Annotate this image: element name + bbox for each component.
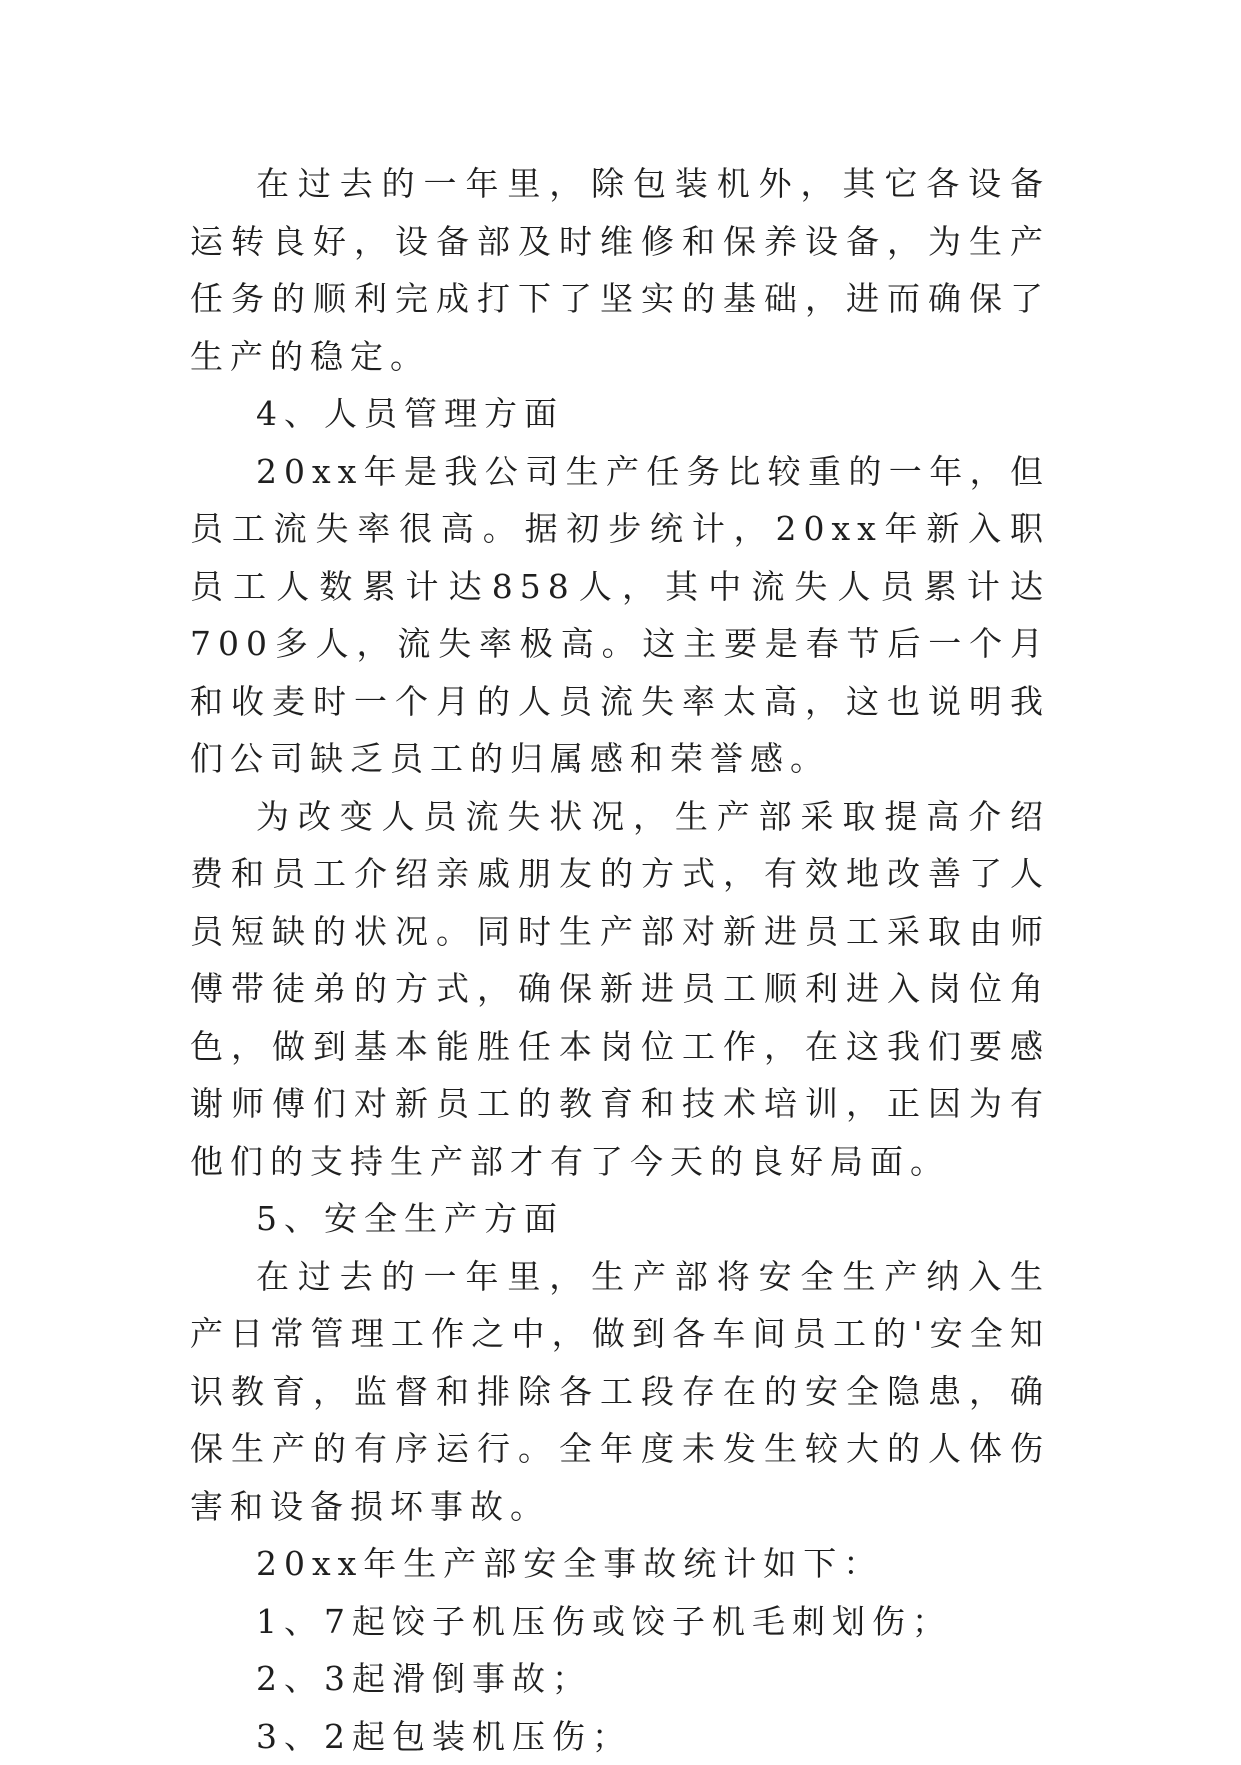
list-item: 2、3起滑倒事故； — [190, 1650, 1050, 1708]
paragraph-safety-summary: 在过去的一年里，生产部将安全生产纳入生产日常管理工作之中，做到各车间员工的'安全知识教育，监督和排除各工段存在的安全隐患，确保生产的有序运行。全年度未发生较大的人体伤害和设备损坏事故。 — [190, 1248, 1050, 1536]
section-heading-personnel: 4、人员管理方面 — [190, 385, 1050, 443]
document-body — [190, 155, 1050, 1765]
paragraph-equipment-summary: 在过去的一年里，除包装机外，其它各设备运转良好，设备部及时维修和保养设备，为生产任务的顺利完成打下了坚实的基础，进而确保了生产的稳定。 — [190, 155, 1050, 385]
paragraph-turnover-stats: 20xx年是我公司生产任务比较重的一年，但员工流失率很高。据初步统计，20xx年新入职员工人数累计达858人，其中流失人员累计达700多人，流失率极高。这主要是春节后一个月和收麦时一个月的人员流失率太高，这也说明我们公司缺乏员工的归属感和荣誉感。 — [190, 443, 1050, 788]
paragraph-turnover-measures: 为改变人员流失状况，生产部采取提高介绍费和员工介绍亲戚朋友的方式，有效地改善了人员短缺的状况。同时生产部对新进员工采取由师傅带徒弟的方式，确保新进员工顺利进入岗位角色，做到基本能胜任本岗位工作，在这我们要感谢师傅们对新员工的教育和技术培训，正因为有他们的支持生产部才有了今天的良好局面。 — [190, 788, 1050, 1191]
safety-stats-intro: 20xx年生产部安全事故统计如下： — [190, 1535, 1050, 1593]
list-item: 1、7起饺子机压伤或饺子机毛刺划伤； — [190, 1593, 1050, 1651]
section-heading-safety: 5、安全生产方面 — [190, 1190, 1050, 1248]
list-item: 3、2起包装机压伤； — [190, 1708, 1050, 1765]
